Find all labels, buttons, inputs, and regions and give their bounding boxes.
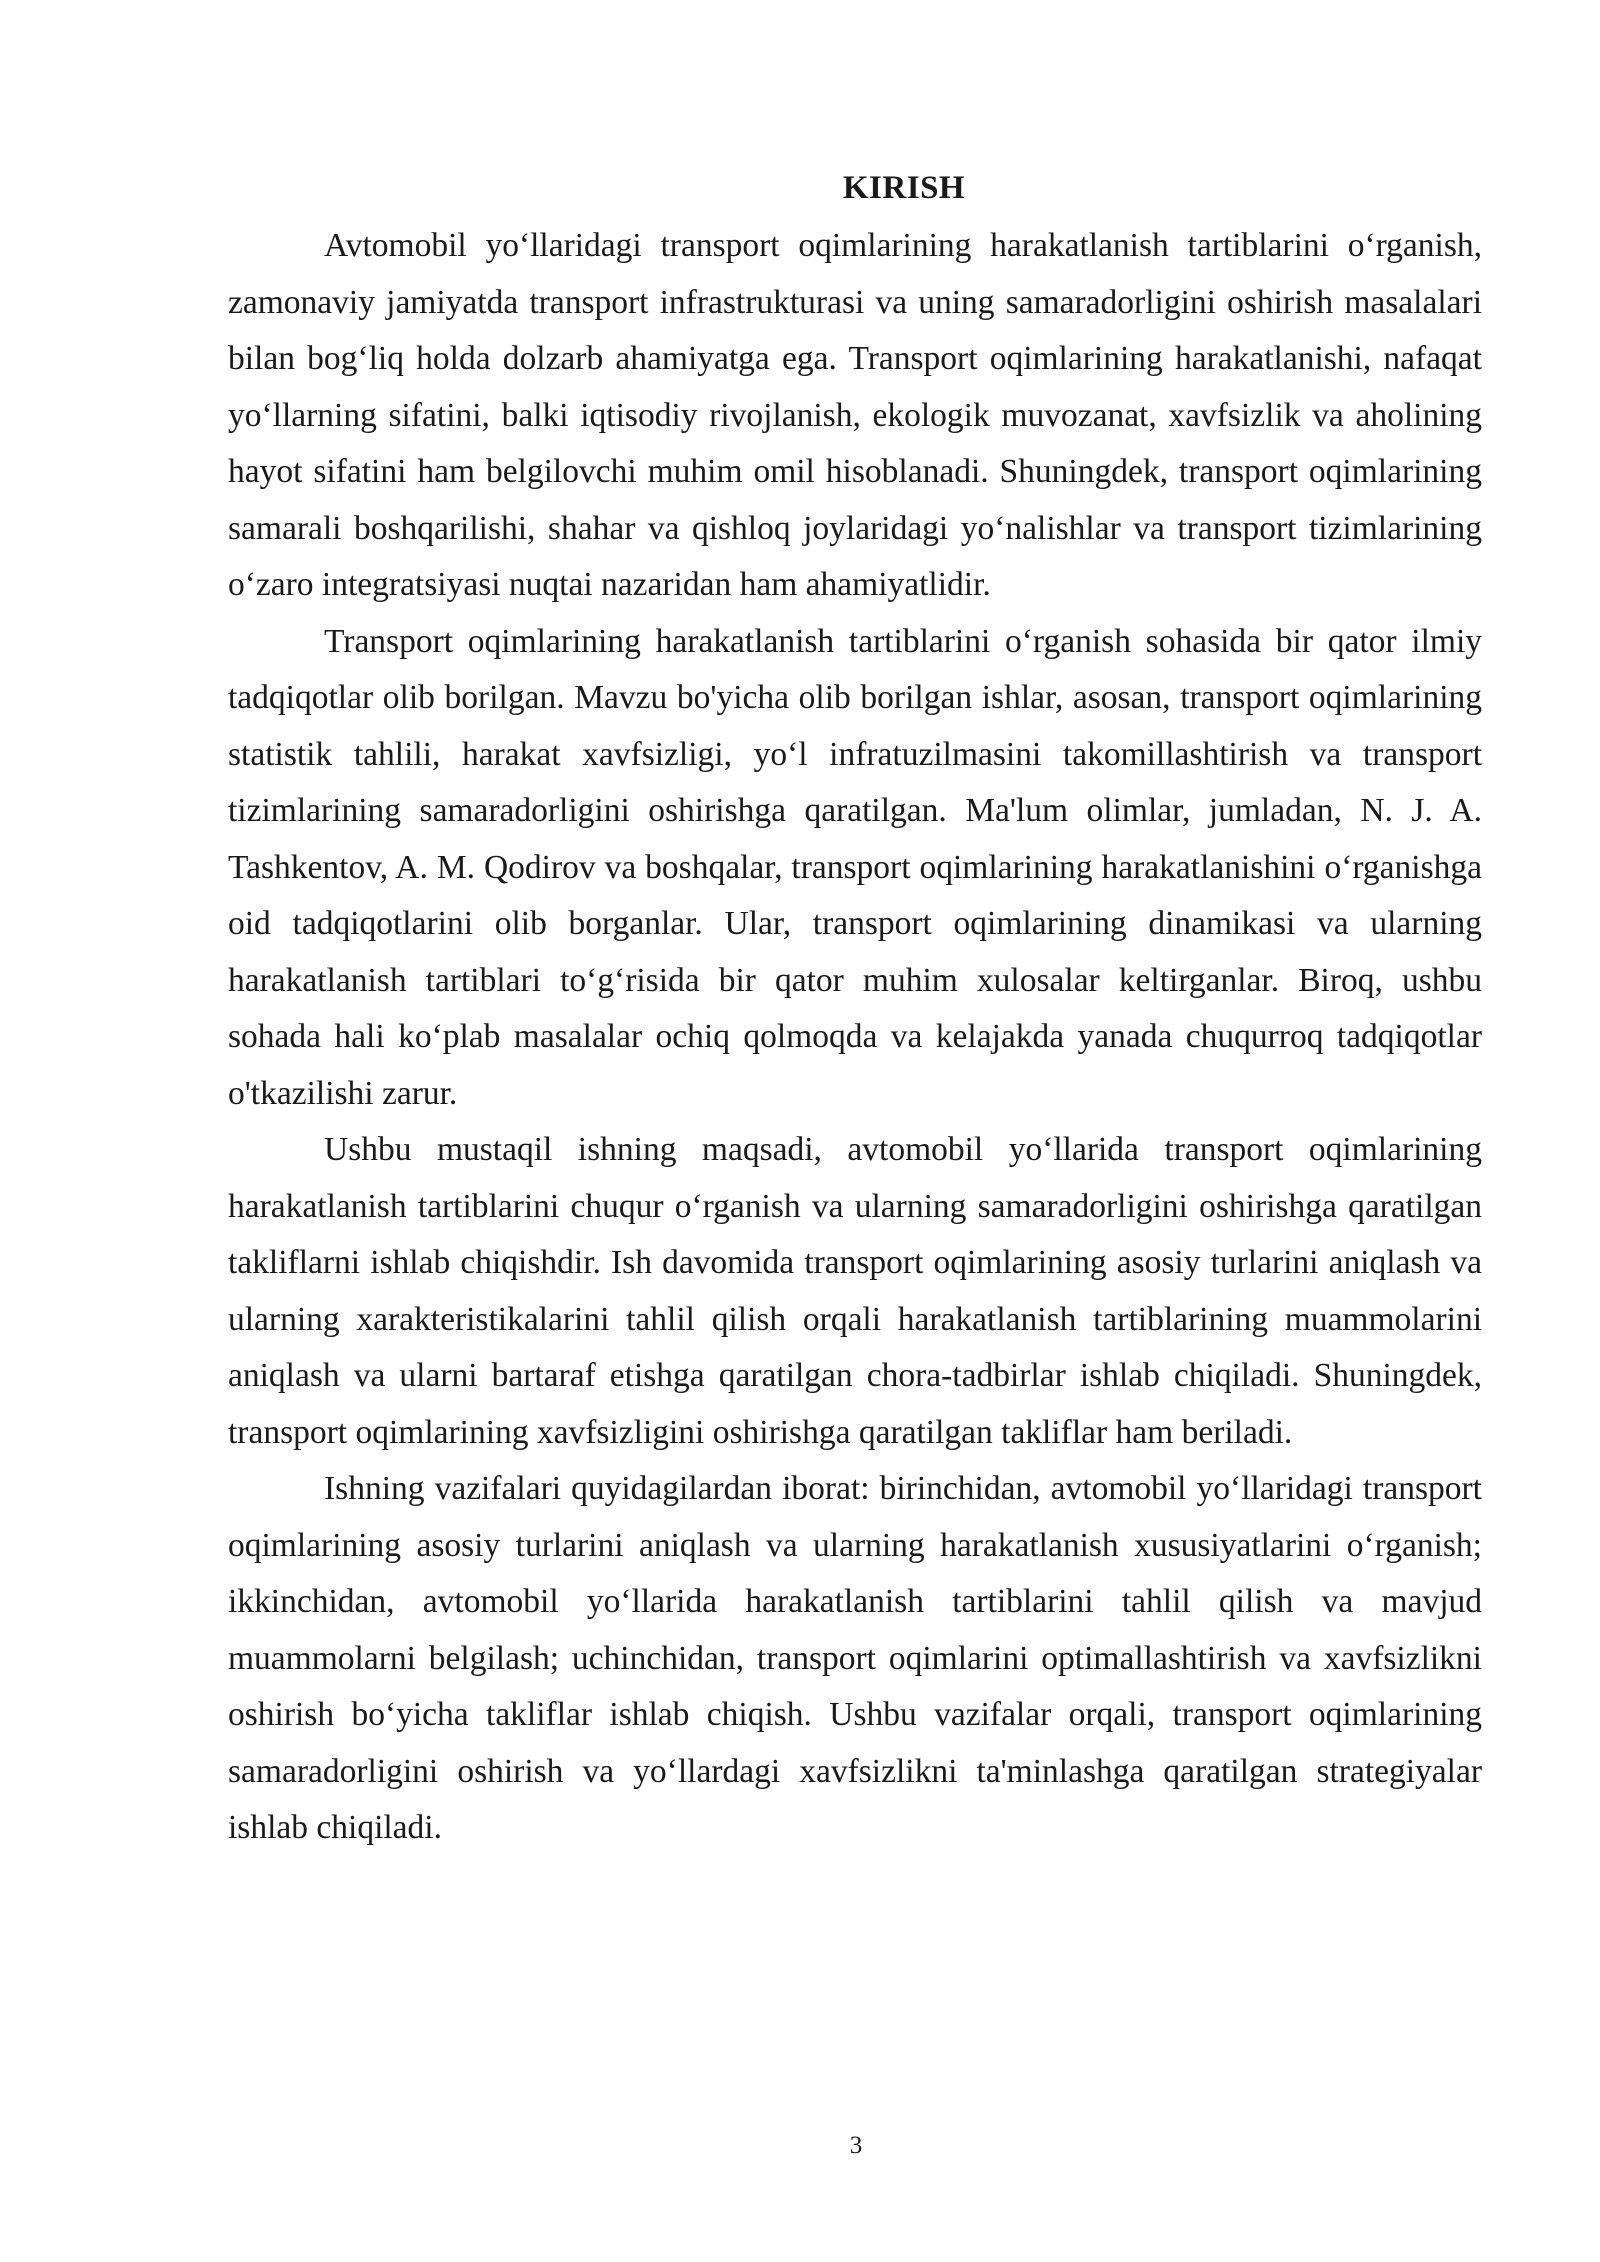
paragraph-2: Transport oqimlarining harakatlanish tartiblarini o‘rganish sohasida bir qator ilmiy tadqiqotlar olib borilgan. Mavzu bo'yicha olib borilgan ishlar, asosan, transport oqimlarining statistik tahlili, harakat xavfsizligi, yo‘l infratuzilmasini takomillashtirish va transport tizimlarining samaradorligini oshirishga qaratilgan. Ma'lum olimlar, jumladan, N. J. A. Tashkentov, A. M. Qodirov va boshqalar, transport oqimlarining harakatlanishini o‘rganishga oid tadqiqotlarini olib borganlar. Ular, transport oqimlarining dinamikasi va ularning harakatlanish tartiblari to‘g‘risida bir qator muhim xulosalar keltirganlar. Biroq, ushbu sohada hali ko‘plab masalalar ochiq qolmoqda va kelajakda yanada chuqurroq tadqiqotlar o'tkazilishi zarur. <box>228 622 1482 1112</box>
paragraph-4: Ishning vazifalari quyidagilardan iborat: birinchidan, avtomobil yo‘llaridagi transport oqimlarining asosiy turlarini aniqlash va ularning harakatlanish xususiyatlarini o‘rganish; ikkinchidan, avtomobil yo‘llarida harakatlanish tartiblarini tahlil qilish va mavjud muammolarni belgilash; uchinchidan, transport oqimlarini optimallashtirish va xavfsizlikni oshirish bo‘yicha takliflar ishlab chiqish. Ushbu vazifalar orqali, transport oqimlarining samaradorligini oshirish va yo‘llardagi xavfsizlikni ta'minlashga qaratilgan strategiyalar ishlab chiqiladi. <box>228 1470 1482 1846</box>
page-number: 3 <box>849 2132 863 2159</box>
page-title: KIRISH <box>842 170 966 206</box>
paragraph-1: Avtomobil yo‘llaridagi transport oqimlarining harakatlanish tartiblarini o‘rganish, zamonaviy jamiyatda transport infrastrukturasi va uning samaradorligini oshirish masalalari bilan bog‘liq holda dolzarb ahamiyatga ega. Transport oqimlarining harakatlanishi, nafaqat yo‘llarning sifatini, balki iqtisodiy rivojlanish, ekologik muvozanat, xavfsizlik va aholining hayot sifatini ham belgilovchi muhim omil hisoblanadi. Shuningdek, transport oqimlarining samarali boshqarilishi, shahar va qishloq joylaridagi yo‘nalishlar va transport tizimlarining o‘zaro integratsiyasi nuqtai nazaridan ham ahamiyatlidir. <box>228 227 1482 603</box>
paragraph-3: Ushbu mustaqil ishning maqsadi, avtomobil yo‘llarida transport oqimlarining harakatlanish tartiblarini chuqur o‘rganish va ularning samaradorligini oshirishga qaratilgan takliflarni ishlab chiqishdir. Ish davomida transport oqimlarining asosiy turlarini aniqlash va ularning xarakteristikalarini tahlil qilish orqali harakatlanish tartiblarining muammolarini aniqlash va ularni bartaraf etishga qaratilgan chora-tadbirlar ishlab chiqiladi. Shuningdek, transport oqimlarining xavfsizligini oshirishga qaratilgan takliflar ham beriladi. <box>228 1131 1482 1451</box>
document-page <box>228 160 1482 1857</box>
